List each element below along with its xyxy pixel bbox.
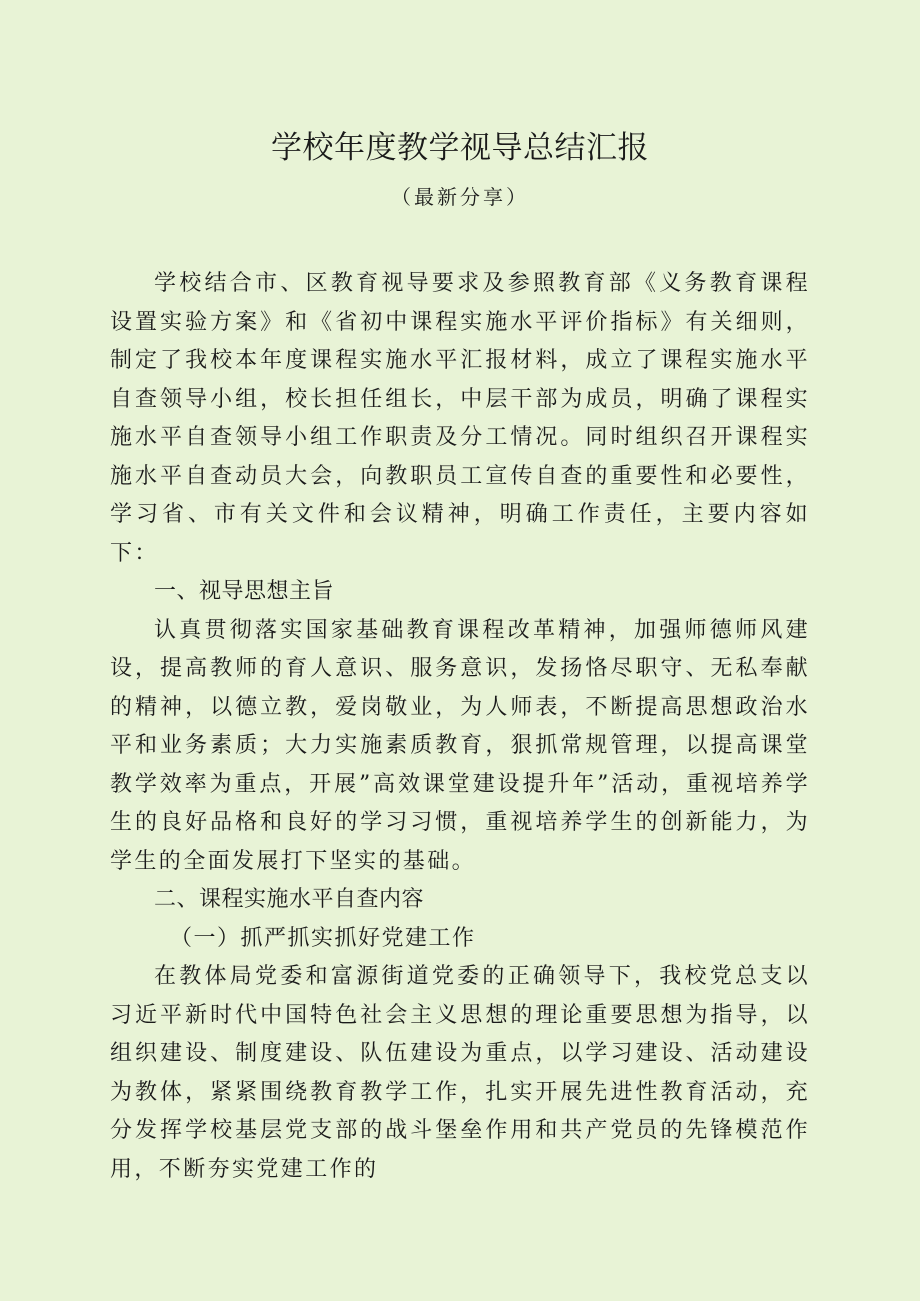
section-1-paragraph: 认真贯彻落实国家基础教育课程改革精神，加强师德师风建设，提高教师的育人意识、服务意识，发扬恪尽职守、无私奉献的精神，以德立教，爱岗敬业，为人师表，不断提高思想政治水平和业务素质；大力实施素质教育，狠抓常规管理，以提高课堂教学效率为重点，开展”高效课堂建设提升年”活动，重视培养学生的良好品格和良好的学习习惯，重视培养学生的创新能力，为学生的全面发展打下坚实的基础。 bbox=[110, 617, 810, 874]
document-body bbox=[110, 265, 810, 1189]
section-heading-1: 一、视导思想主旨 bbox=[154, 579, 335, 604]
subsection-1-paragraph: 在教体局党委和富源街道党委的正确领导下，我校党总支以习近平新时代中国特色社会主义思想的理论重要思想为指导，以组织建设、制度建设、队伍建设为重点，以学习建设、活动建设为教体，紧紧围绕教育教学工作，扎实开展先进性教育活动，充分发挥学校基层党支部的战斗堡垒作用和共产党员的先锋模范作用，不断夯实党建工作的 bbox=[110, 964, 810, 1182]
subsection-heading-1: （一）抓严抓实抓好党建工作 bbox=[170, 925, 476, 951]
section-heading-2: 二、课程实施水平自查内容 bbox=[154, 887, 425, 912]
intro-paragraph: 学校结合市、区教育视导要求及参照教育部《义务教育课程设置实验方案》和《省初中课程实施水平评价指标》有关细则，制定了我校本年度课程实施水平汇报材料，成立了课程实施水平自查领导小组，校长担任组长，中层干部为成员，明确了课程实施水平自查领导小组工作职责及分工情况。同时组织召开课程实施水平自查动员大会，向教职员工宣传自查的重要性和必要性，学习省、市有关文件和会议精神，明确工作责任，主要内容如下： bbox=[110, 271, 810, 566]
document-title: 学校年度教学视导总结汇报 bbox=[271, 130, 649, 166]
document-subtitle: （最新分享） bbox=[391, 185, 529, 209]
